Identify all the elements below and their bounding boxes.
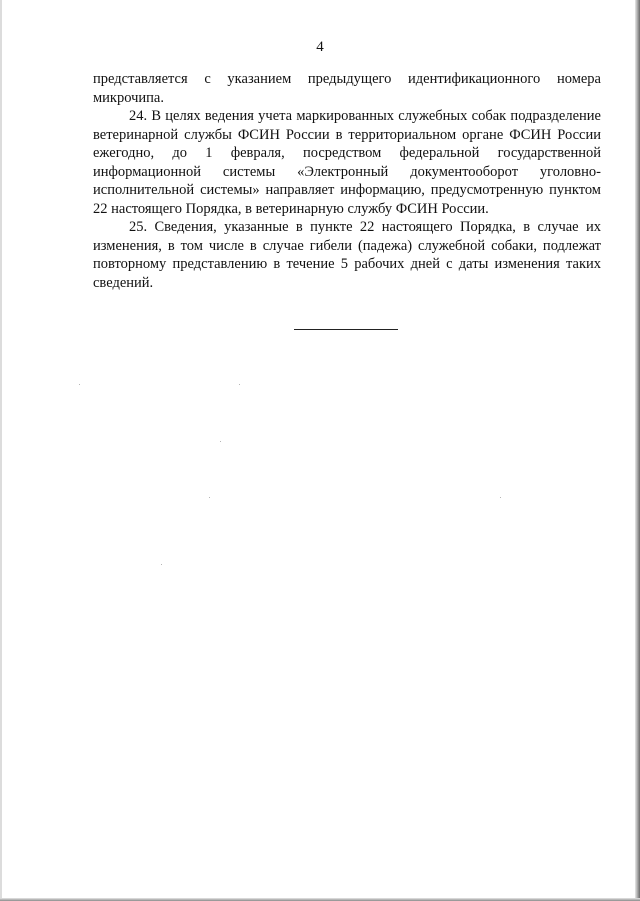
paragraph-item-25: 25. Сведения, указанные в пункте 22 настоящего Порядка, в случае их изменения, в том числе в случае гибели (падежа) служебной собаки, подлежат повторному представлению в течение 5 рабочих дней с даты изменения таких сведений. [93, 219, 601, 291]
scan-speck [161, 564, 162, 565]
document-body [93, 70, 601, 292]
page-number: 4 [316, 39, 324, 55]
scan-speck [220, 441, 221, 442]
scan-speck [500, 497, 501, 498]
scan-speck [79, 384, 80, 385]
scan-speck [209, 497, 210, 498]
scan-edge-left [0, 0, 2, 901]
scan-edge-right [635, 0, 640, 901]
paragraph-continuation: представляется с указанием предыдущего идентификационного номера микрочипа. [93, 71, 601, 106]
scan-speck [239, 384, 240, 385]
paragraph-item-24: 24. В целях ведения учета маркированных служебных собак подразделение ветеринарной службы ФСИН России в территориальном органе ФСИН России ежегодно, до 1 февраля, посредством федеральной государственной информационной системы «Электронный документооборот уголовно-исполнительной системы» направляет информацию, предусмотренную пунктом 22 настоящего Порядка, в ветеринарную службу ФСИН России. [93, 108, 601, 217]
section-divider-line [294, 329, 398, 330]
